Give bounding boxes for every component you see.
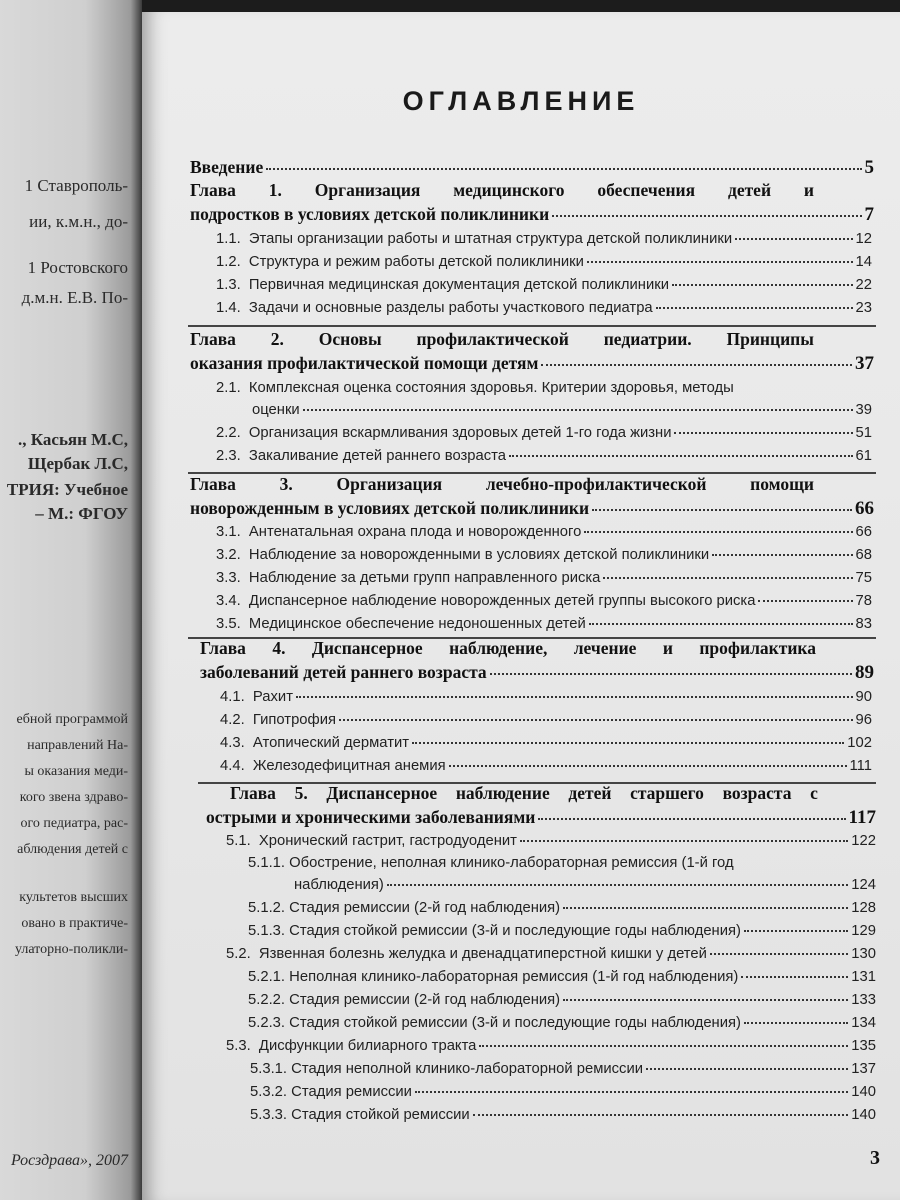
chapter-3-heading: Глава 3. Организация лечебно-профилактической помощи [190, 474, 814, 494]
dot-leader [412, 742, 844, 744]
dot-leader [587, 261, 853, 263]
toc-section-row[interactable]: оценки 39 [252, 402, 872, 418]
toc-section-row[interactable]: 5.2. Язвенная болезнь желудка и двенадцатиперстной кишки у детей 130 [226, 946, 876, 962]
dot-leader [712, 554, 852, 556]
toc-subsection-row[interactable]: 5.1.3. Стадия стойкой ремиссии (3-й и последующие годы наблюдения) 129 [248, 923, 876, 939]
dot-leader [758, 600, 852, 602]
chapter-2-row[interactable]: оказания профилактической помощи детям 37 [190, 353, 874, 374]
toc-section-row[interactable]: 3.4. Диспансерное наблюдение новорожденных детей группы высокого риска 78 [216, 593, 872, 609]
dot-leader [449, 765, 847, 767]
toc-section-row[interactable]: 5.1. Хронический гастрит, гастродуоденит 122 [226, 833, 876, 849]
background-strip [118, 0, 900, 12]
left-page-line: ебной программой [16, 712, 128, 727]
left-page-line: 1 Ставрополь- [24, 176, 128, 195]
left-page-line: 1 Ростовского [27, 258, 128, 277]
toc-subsection-row[interactable]: 5.3.1. Стадия неполной клинико-лабораторной ремиссии 137 [250, 1061, 876, 1077]
page-number: 3 [870, 1147, 880, 1169]
toc-section-row[interactable]: 3.5. Медицинское обеспечение недоношенных детей 83 [216, 616, 872, 632]
dot-leader [415, 1091, 848, 1093]
toc-section-row[interactable]: 2.2. Организация вскармливания здоровых детей 1-го года жизни 51 [216, 425, 872, 441]
chapter-4-heading: Глава 4. Диспансерное наблюдение, лечение и профилактика [200, 638, 816, 658]
dot-leader [520, 840, 848, 842]
dot-leader [541, 364, 852, 366]
toc-intro-page: 5 [864, 157, 874, 178]
dot-leader [538, 818, 845, 820]
left-page-line: Росздрава», 2007 [10, 1152, 128, 1169]
dot-leader [741, 976, 848, 978]
right-page [142, 12, 900, 1200]
toc-section-row[interactable]: 1.4. Задачи и основные разделы работы участкового педиатра 23 [216, 300, 872, 316]
page-title: ОГЛАВЛЕНИЕ [402, 86, 640, 116]
toc-section-row[interactable]: 4.1. Рахит 90 [220, 689, 872, 705]
left-page-line: ого педиатра, рас- [20, 816, 128, 831]
dot-leader [592, 509, 852, 511]
dot-leader [646, 1068, 848, 1070]
left-page [0, 0, 142, 1200]
dot-leader [589, 623, 853, 625]
dot-leader [552, 215, 861, 217]
toc-section-line1: 2.1. Комплексная оценка состояния здоровья. Критерии здоровья, методы [216, 380, 734, 396]
divider [188, 325, 876, 327]
dot-leader [563, 907, 848, 909]
dot-leader [744, 930, 848, 932]
left-page-line: Щербак Л.С, [27, 454, 128, 473]
left-page-line: культетов высших [19, 890, 128, 905]
dot-leader [563, 999, 848, 1001]
left-page-line: кого звена здраво- [19, 790, 128, 805]
dot-leader [509, 455, 853, 457]
dot-leader [674, 432, 852, 434]
chapter-1-row[interactable]: подростков в условиях детской поликлиники 7 [190, 204, 874, 225]
toc-section-row[interactable]: 1.3. Первичная медицинская документация детской поликлиники 22 [216, 277, 872, 293]
dot-leader [656, 307, 853, 309]
dot-leader [296, 696, 853, 698]
chapter-5-heading: Глава 5. Диспансерное наблюдение детей старшего возраста с [230, 783, 818, 803]
dot-leader [584, 531, 852, 533]
left-page-line: ТРИЯ: Учебное [6, 480, 128, 499]
dot-leader [672, 284, 853, 286]
toc-subsection-row[interactable]: 5.2.1. Неполная клинико-лабораторная ремиссия (1-й год наблюдения) 131 [248, 969, 876, 985]
toc-section-row[interactable]: 4.2. Гипотрофия 96 [220, 712, 872, 728]
chapter-2-heading: Глава 2. Основы профилактической педиатрии. Принципы [190, 329, 814, 349]
toc-subsection-row[interactable]: 5.2.3. Стадия стойкой ремиссии (3-й и последующие годы наблюдения) 134 [248, 1015, 876, 1031]
left-page-line: овано в практиче- [21, 916, 128, 931]
toc-subsection-row[interactable]: 5.3.2. Стадия ремиссии 140 [250, 1084, 876, 1100]
dot-leader [710, 953, 848, 955]
dot-leader [603, 577, 852, 579]
left-page-line: – М.: ФГОУ [35, 504, 128, 523]
dot-leader [479, 1045, 848, 1047]
left-page-line: улаторно-поликли- [14, 942, 128, 957]
chapter-5-row[interactable]: острыми и хроническими заболеваниями 117 [206, 807, 876, 828]
toc-subsection-row[interactable]: наблюдения) 124 [294, 877, 876, 893]
left-page-line: направлений На- [27, 738, 128, 753]
toc-intro-title: Введение [190, 157, 264, 177]
toc-section-row[interactable]: 1.1. Этапы организации работы и штатная структура детской поликлиники 12 [216, 231, 872, 247]
dot-leader [490, 673, 852, 675]
dot-leader [303, 409, 853, 411]
toc-section-row[interactable]: 3.1. Антенатальная охрана плода и новорожденного 66 [216, 524, 872, 540]
left-page-line: аблюдения детей с [17, 842, 128, 857]
table-of-contents [142, 12, 900, 1200]
toc-intro-row[interactable] [190, 157, 874, 179]
chapter-4-row[interactable]: заболеваний детей раннего возраста 89 [200, 662, 874, 683]
toc-subsection-row[interactable]: 5.2.2. Стадия ремиссии (2-й год наблюдения) 133 [248, 992, 876, 1008]
toc-section-row[interactable]: 2.3. Закаливание детей раннего возраста 61 [216, 448, 872, 464]
dot-leader [387, 884, 848, 886]
toc-section-row[interactable]: 4.3. Атопический дерматит 102 [220, 735, 872, 751]
toc-subsection-row[interactable]: 5.1.2. Стадия ремиссии (2-й год наблюдения) 128 [248, 900, 876, 916]
toc-subsection-line1: 5.1.1. Обострение, неполная клинико-лабораторная ремиссия (1-й год [248, 855, 734, 871]
toc-section-row[interactable]: 1.2. Структура и режим работы детской поликлиники 14 [216, 254, 872, 270]
toc-section-row[interactable]: 5.3. Дисфункции билиарного тракта 135 [226, 1038, 876, 1054]
dot-leader [735, 238, 852, 240]
left-page-line: ы оказания меди- [24, 764, 128, 779]
left-page-line: ., Касьян М.С, [18, 430, 128, 449]
chapter-3-row[interactable]: новорожденным в условиях детской поликлиники 66 [190, 498, 874, 519]
toc-subsection-row[interactable]: 5.3.3. Стадия стойкой ремиссии 140 [250, 1107, 876, 1123]
toc-section-row[interactable]: 3.2. Наблюдение за новорожденными в условиях детской поликлиники 68 [216, 547, 872, 563]
left-page-line: ии, к.м.н., до- [29, 212, 128, 231]
toc-section-row[interactable]: 3.3. Наблюдение за детьми групп направленного риска 75 [216, 570, 872, 586]
chapter-1-heading: Глава 1. Организация медицинского обеспечения детей и [190, 180, 814, 200]
toc-section-row[interactable]: 4.4. Железодефицитная анемия 111 [220, 758, 872, 774]
dot-leader [266, 168, 861, 170]
dot-leader [339, 719, 853, 721]
dot-leader [744, 1022, 848, 1024]
left-page-line: д.м.н. Е.В. По- [21, 288, 128, 307]
dot-leader [473, 1114, 849, 1116]
